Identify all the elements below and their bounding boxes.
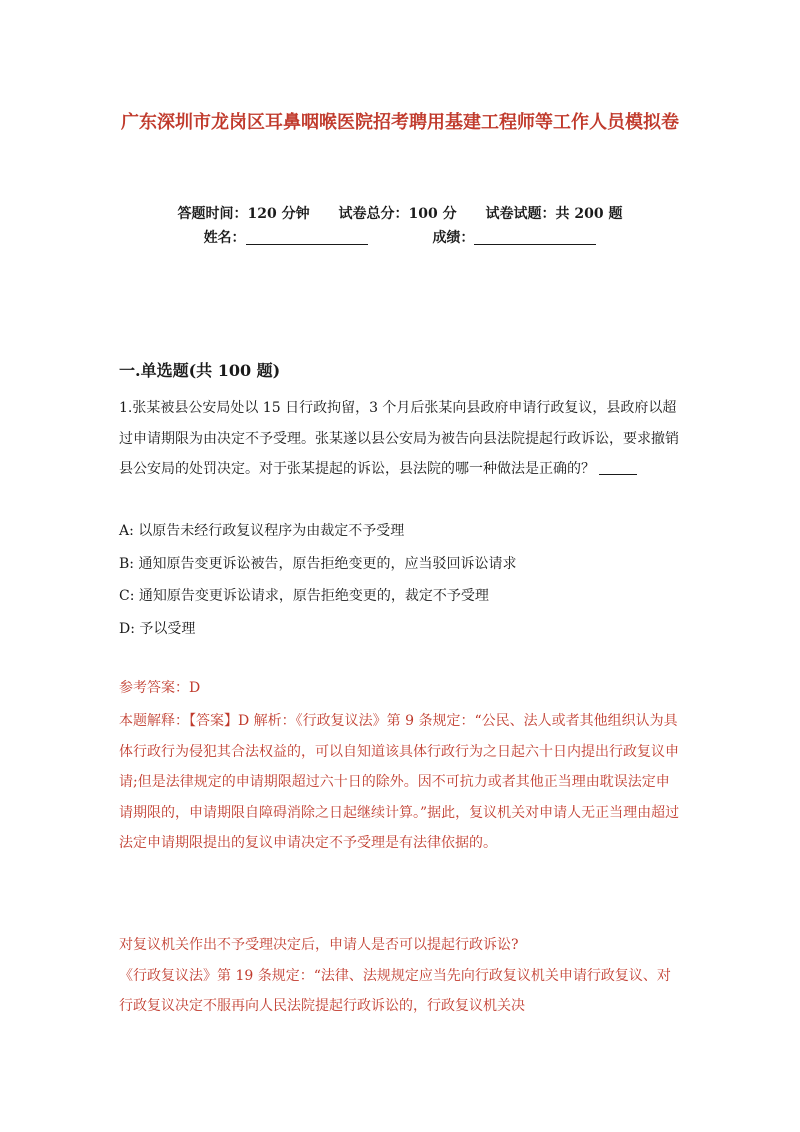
option-d: D: 予以受理 <box>119 621 196 637</box>
followup-text: 对复议机关作出不予受理决定后，申请人是否可以提起行政诉讼? 《行政复议法》第 19 条规定：“法律、法规规定应当先向行政复议机关申请行政复议、对行政复议决定不服再向人民法院提起行政诉讼的，行政复议机关决 <box>119 937 671 1014</box>
question-text: 1.张某被县公安局处以 15 日行政拘留，3 个月后张某向县政府申请行政复议，县政府以超过申请期限为由决定不予受理。张某遂以县公安局为被告向县法院提起行政诉讼，要求撤销县公安局的处罚决定。对于张某提起的诉讼，县法院的哪一种做法是正确的？ <box>119 400 679 477</box>
exam-info-row <box>0 203 800 223</box>
reference-answer: 参考答案：D <box>119 680 201 696</box>
answer-explanation: 本题解释：【答案】D 解析：《行政复议法》第 9 条规定：“公民、法人或者其他组织认为具体行政行为侵犯其合法权益的，可以自知道该具体行政行为之日起六十日内提出行政复议申请;但是法律规定的申请期限超过六十日的除外。因不可抗力或者其他正当理由耽误法定申请期限的，申请期限自障碍消除之日起继续计算。”据此，复议机关对申请人无正当理由超过法定申请期限提出的复议申请决定不予受理是有法律依据的。 <box>119 713 680 851</box>
score-field <box>432 230 596 246</box>
score-blank <box>474 230 596 245</box>
examinee-info-row <box>0 227 800 247</box>
score-label: 成绩： <box>432 230 475 246</box>
exam-total-questions: 试卷试题：共 200 题 <box>485 206 623 222</box>
name-label: 姓名： <box>203 230 246 246</box>
name-blank <box>246 230 368 245</box>
exam-time: 答题时间：120 分钟 <box>177 206 310 222</box>
exam-total-score: 试卷总分：100 分 <box>338 206 457 222</box>
section-heading: 一.单选题(共 100 题) <box>119 361 281 380</box>
option-a: A: 以原告未经行政复议程序为由裁定不予受理 <box>119 523 405 539</box>
answer-blank <box>599 462 637 475</box>
question-stem <box>119 393 683 485</box>
option-b: B: 通知原告变更诉讼被告，原告拒绝变更的，应当驳回诉讼请求 <box>119 556 517 572</box>
option-c: C: 通知原告变更诉讼请求，原告拒绝变更的，裁定不予受理 <box>119 588 489 604</box>
name-field <box>204 230 373 246</box>
document-title: 广东深圳市龙岗区耳鼻咽喉医院招考聘用基建工程师等工作人员模拟卷 <box>121 112 679 133</box>
